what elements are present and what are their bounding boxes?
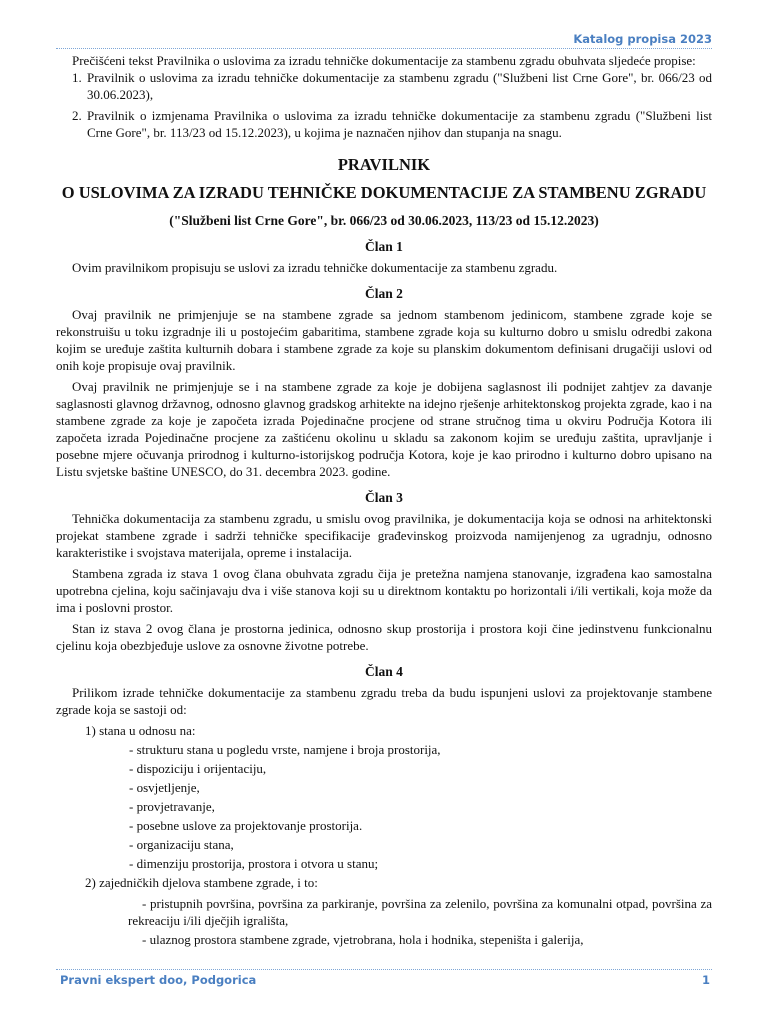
sub-list-label: 1) stana u odnosu na: (85, 723, 196, 738)
sub-list-label: 2) zajedničkih djelova stambene zgrade, i to: (85, 875, 318, 890)
intro-list (56, 69, 712, 141)
intro-list-item (72, 69, 712, 103)
gazette-reference: ("Službeni list Crne Gore", br. 066/23 od 30.06.2023, 113/23 od 15.12.2023) (169, 213, 599, 228)
intro-list-item (72, 107, 712, 141)
document-body (56, 52, 712, 948)
dash-item: - posebne uslove za projektovanje prostorija. (129, 818, 363, 833)
dash-item: - strukturu stana u pogledu vrste, namjene i broja prostorija, (129, 742, 441, 757)
article-heading: Član 4 (365, 664, 403, 679)
footer-company: Pravni ekspert doo, Podgorica (60, 973, 257, 987)
intro-text: Prečišćeni tekst Pravilnika o uslovima za izradu tehničke dokumentacije za stambenu zgradu obuhvata sljedeće propise: (72, 53, 696, 68)
catalog-header: Katalog propisa 2023 (573, 32, 712, 46)
intro-item-number: 2. (72, 108, 82, 123)
dash-item: - organizaciju stana, (129, 837, 234, 852)
article-paragraph: Ovaj pravilnik ne primjenjuje se na stambene zgrade sa jednom stambenom jedinicom, stambene zgrade koje se rekonstruišu u toku izgradnje ili u postojećim gabaritima, stambene zgrade koja su kulturno dobro u smislu odredbi zakona kojim se uređuje zaštita kulturnih dobara i stambene zgrade za koje su planskim dokumentom definisani drugačiji uslovi od onih koje propisuje ovaj pravilnik. (56, 307, 712, 373)
header-divider (56, 48, 712, 49)
article-paragraph: Prilikom izrade tehničke dokumentacije za stambenu zgradu treba da budu ispunjeni uslovi za projektovanje stambene zgrade koja se sastoji od: (56, 685, 712, 717)
dash-item: - provjetravanje, (129, 799, 215, 814)
article-paragraph: Ovim pravilnikom propisuju se uslovi za izradu tehničke dokumentacije za stambenu zgradu. (72, 260, 558, 275)
dash-item: - pristupnih površina, površina za parkiranje, površina za zelenilo, površina za komunalni otpad, površina za rekreaciju i/ili dječjih igrališta, (128, 896, 712, 928)
dash-item: - osvjetljenje, (129, 780, 200, 795)
article-heading: Član 2 (365, 286, 403, 301)
dash-item: - dimenziju prostorija, prostora i otvora u stanu; (129, 856, 379, 871)
article-heading: Član 3 (365, 490, 403, 505)
article-paragraph: Stan iz stava 2 ovog člana je prostorna jedinica, odnosno skup prostorija i prostora koji čine jedinstvenu funkcionalnu cjelinu koja obezbjeđuje uslove za osnovne životne potrebe. (56, 621, 712, 653)
document-title: PRAVILNIK (337, 155, 431, 174)
article-heading: Član 1 (365, 239, 403, 254)
article-paragraph: Stambena zgrada iz stava 1 ovog člana obuhvata zgradu čija je pretežna namjena stanovanje, izgrađena kao samostalna upotrebna cjelina, koju sačinjavaju dva i više stanova koji su u direktnom kontaktu po horizontali i/ili vertikali, koja može da ima i poslovni prostor. (56, 566, 712, 615)
intro-item-text: Pravilnik o izmjenama Pravilnika o uslovima za izradu tehničke dokumentacije za stambenu zgradu ("Službeni list Crne Gore", br. 113/23 od 15.12.2023), u kojima je naznačen njihov dan stupanja na snagu. (87, 108, 712, 140)
document-subtitle: O USLOVIMA ZA IZRADU TEHNIČKE DOKUMENTACIJE ZA STAMBENU ZGRADU (61, 183, 707, 202)
dash-item: - dispoziciju i orijentaciju, (129, 761, 267, 776)
intro-item-text: Pravilnik o uslovima za izradu tehničke dokumentacije za stambenu zgradu ("Službeni list Crne Gore", br. 066/23 od 30.06.2023), (87, 70, 712, 102)
intro-item-number: 1. (72, 70, 82, 85)
footer-divider (56, 969, 712, 970)
article-paragraph: Tehnička dokumentacija za stambenu zgradu, u smislu ovog pravilnika, je dokumentacija koja se odnosi na arhitektonski projekat stambene zgrade i sadrži tehničke specifikacije građevinskog proizvoda namijenjenog za ugradnju, odnosno karakteristike i svojstava materijala, opreme i instalacija. (56, 511, 712, 560)
article-paragraph: Ovaj pravilnik ne primjenjuje se i na stambene zgrade za koje je dobijena saglasnost ili podnijet zahtjev za davanje saglasnosti glavnog državnog, odnosno glavnog gradskog arhitekte na idejno rješenje arhitektonskog projekta zgrade, kao i na stambene zgrade za koje je započeta izrada Pojedinačne procjene od strane stručnog tima u okviru Područja Kotora ili započeta izrada Pojedinačne procjene za zaštićenu okolinu u skladu sa zakonom kojim se uređuju zaštita, upravljanje i posebne mjere očuvanja prirodnog i kulturno-istorijskog područja Kotora, koje je kao prirodno i kulturno dobro upisano na Listu svjetske baštine UNESCO, do 31. decembra 2023. godine. (56, 379, 712, 479)
page-number: 1 (701, 973, 710, 987)
dash-item: - ulaznog prostora stambene zgrade, vjetrobrana, hola i hodnika, stepeništa i galerija, (142, 932, 584, 947)
